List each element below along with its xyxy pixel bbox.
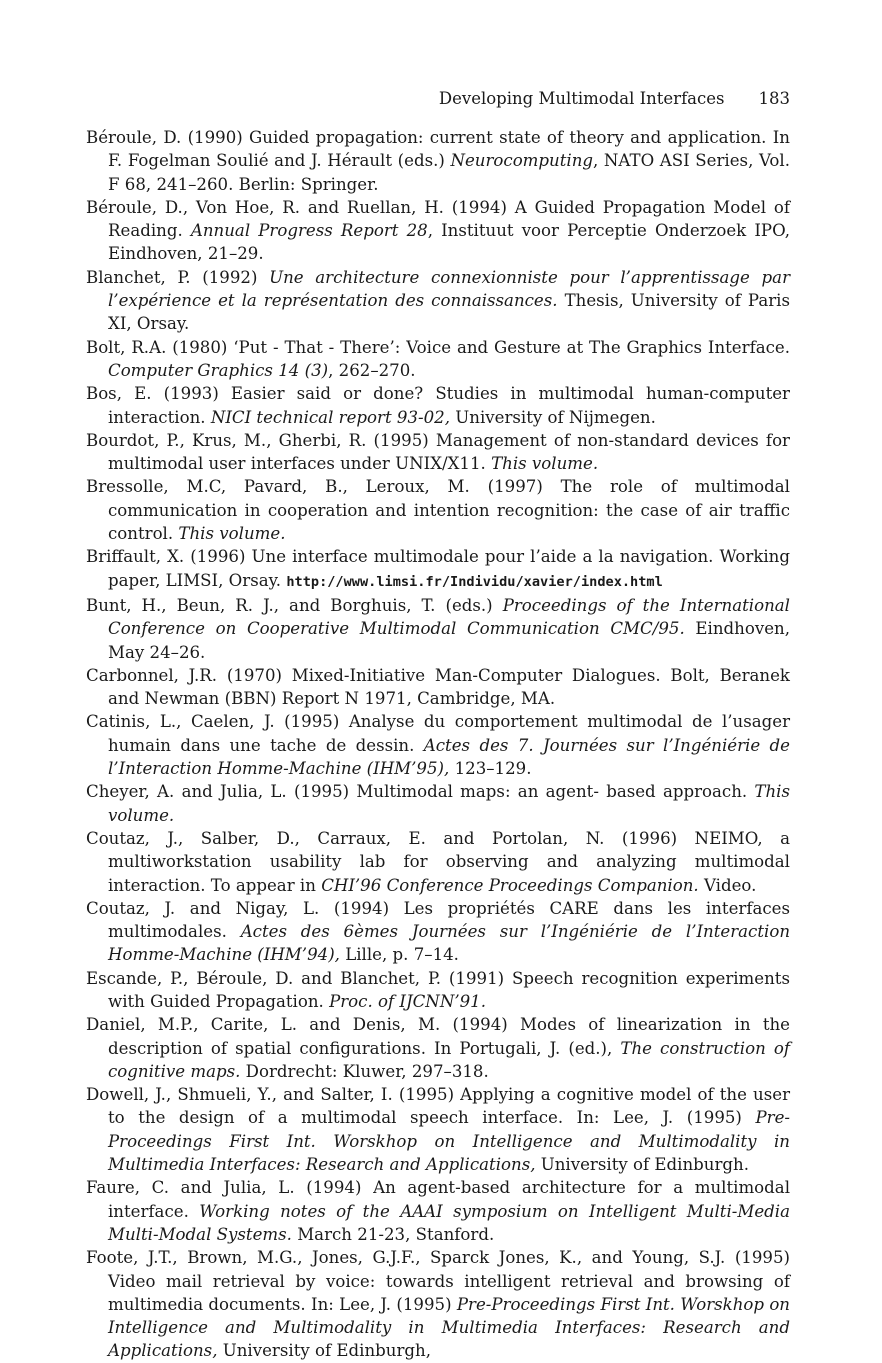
reference-italic-text: Working notes of the AAAI symposium on Intelligent Multi-Media Multi-Modal Systems. (108, 1201, 790, 1244)
reference-entry (86, 545, 790, 594)
reference-text: Video. (698, 875, 757, 895)
reference-entry (86, 1013, 790, 1083)
reference-text: University of Edinburgh, (217, 1341, 431, 1361)
reference-entry (86, 827, 790, 897)
page-number: 183 (758, 89, 790, 108)
reference-italic-text: Neurocomputing (450, 151, 594, 171)
reference-entry (86, 710, 790, 780)
reference-text: 123–129. (449, 759, 532, 779)
reference-text: Dowell, J., Shmueli, Y., and Salter, I. (1995) Applying a cognitive model of the user to the design of a multimodal speech interface. In: Lee, J. (1995) (86, 1085, 790, 1128)
reference-text: Bolt, R.A. (1980) ‘Put - That - There’: Voice and Gesture at The Graphics Interface. (86, 337, 790, 357)
reference-text: Béroule, D. (1990) Guided propagation: current state of theory and application. In F. Fogelman Soulié and J. Hérault (eds.) (86, 128, 790, 171)
reference-italic-text: Annual Progress Report 28 (190, 221, 428, 241)
reference-entry (86, 897, 790, 967)
reference-italic-text: CHI’96 Conference Proceedings Companion. (321, 875, 699, 895)
reference-text: Thesis, University of Paris XI, Orsay. (108, 291, 790, 334)
reference-text: Carbonnel, J.R. (1970) Mixed-Initiative Man-Computer Dialogues. Bolt, Beranek and Newman (BBN) Report N 1971, Cambridge, MA. (86, 665, 790, 709)
reference-entry (86, 967, 790, 1014)
reference-entry (86, 594, 790, 664)
reference-text: Briffault, X. (1996) Une interface multimodale pour l’aide a la navigation. Working paper, LIMSI, Orsay. (86, 547, 790, 590)
reference-italic-text: Proc. of IJCNN’91. (329, 991, 487, 1011)
reference-entry (86, 429, 790, 476)
reference-italic-text: NICI technical report 93-02, (210, 407, 450, 427)
reference-italic-text: Actes des 6èmes Journées sur l’Ingéniérie de l’Interaction Homme-Machine (IHM’94), (108, 922, 791, 965)
reference-text: , Instituut voor Perceptie Onderzoek IPO, Eindhoven, 21–29. (108, 221, 791, 264)
reference-entry (86, 780, 790, 827)
reference-text: , 262–270. (328, 360, 416, 380)
reference-text: Lille, p. 7–14. (339, 945, 459, 965)
reference-text: Coutaz, J., Salber, D., Carraux, E. and Portolan, N. (1996) NEIMO, a multiworkstation usability lab for observing and analyzing multimodal interaction. To appear in (86, 828, 790, 895)
reference-italic-text: Pre-Proceedings First Int. Worskhop on Intelligence and Multimodality in Multimedia Interfaces: Research and Applications, (108, 1294, 790, 1361)
reference-italic-text: Pre-Proceedings First Int. Worskhop on Intelligence and Multimodality in Multimedia Interfaces: Research and Applications, (108, 1108, 790, 1175)
reference-entry (86, 1246, 790, 1362)
reference-text: Béroule, D., Von Hoe, R. and Ruellan, H. (1994) A Guided Propagation Model of Reading. (86, 197, 790, 241)
reference-text: University of Nijmegen. (450, 407, 656, 427)
page (86, 88, 790, 1363)
reference-italic-text: This volume. (178, 524, 286, 544)
reference-entry (86, 1176, 790, 1246)
reference-text: Faure, C. and Julia, L. (1994) An agent-based architecture for a multimodal interface. (86, 1178, 790, 1221)
reference-entry (86, 196, 790, 266)
reference-entry (86, 126, 790, 196)
reference-entry (86, 336, 790, 383)
reference-text: University of Edinburgh. (535, 1155, 749, 1175)
reference-italic-text: Computer Graphics 14 (3) (108, 360, 329, 380)
reference-list (86, 126, 790, 1363)
reference-text: Bourdot, P., Krus, M., Gherbi, R. (1995) Management of non-standard devices for multimodal user interfaces under UNIX/X11. (86, 430, 790, 474)
reference-italic-text: Proceedings of the International Conference on Cooperative Multimodal Communication CMC/95. (108, 595, 790, 639)
reference-italic-text: The construction of cognitive maps. (108, 1038, 790, 1081)
reference-text: Escande, P., Béroule, D. and Blanchet, P. (1991) Speech recognition experiments with Guided Propagation. (86, 968, 790, 1011)
reference-italic-text: This volume. (108, 782, 790, 825)
reference-text: Eindhoven, May 24–26. (108, 619, 790, 662)
reference-entry (86, 1083, 790, 1176)
reference-text: Bunt, H., Beun, R. J., and Borghuis, T. (eds.) (86, 595, 503, 615)
reference-text: March 21-23, Stanford. (291, 1224, 495, 1244)
reference-italic-text: Actes des 7. Journées sur l’Ingéniérie de l’Interaction Homme-Machine (IHM’95), (108, 735, 790, 779)
reference-text: Cheyer, A. and Julia, L. (1995) Multimodal maps: an agent- based approach. (86, 782, 755, 802)
reference-entry (86, 382, 790, 429)
running-head-title: Developing Multimodal Interfaces (438, 89, 725, 108)
reference-entry (86, 266, 790, 336)
reference-italic-text: This volume. (491, 454, 599, 474)
reference-text: Daniel, M.P., Carite, L. and Denis, M. (1994) Modes of linearization in the description of spatial configurations. In Portugali, J. (ed.), (86, 1015, 790, 1058)
reference-text: Bos, E. (1993) Easier said or done? Studies in multimodal human-computer interaction. (86, 384, 790, 427)
reference-text: Coutaz, J. and Nigay, L. (1994) Les propriétés CARE dans les interfaces multimodales. (86, 898, 790, 942)
reference-text: , NATO ASI Series, Vol. F 68, 241–260. Berlin: Springer. (108, 151, 790, 194)
reference-entry (86, 664, 790, 711)
reference-text: Catinis, L., Caelen, J. (1995) Analyse du comportement multimodal de l’usager humain dans une tache de dessin. (86, 712, 790, 755)
reference-url: http://www.limsi.fr/Individu/xavier/index.html (286, 573, 663, 590)
reference-text: Blanchet, P. (1992) (86, 267, 270, 287)
reference-text: Dordrecht: Kluwer, 297–318. (240, 1061, 489, 1081)
reference-text: Foote, J.T., Brown, M.G., Jones, G.J.F., Sparck Jones, K., and Young, S.J. (1995) Video mail retrieval by voice: towards intelligent retrieval and browsing of multimedia documents. In: Lee, J. (1995) (86, 1248, 790, 1314)
reference-italic-text: Une architecture connexionniste pour l’apprentissage par l’expérience et la représentation des connaissances. (108, 267, 791, 311)
reference-text: Bressolle, M.C, Pavard, B., Leroux, M. (1997) The role of multimodal communication in cooperation and intention recognition: the case of air traffic control. (86, 477, 790, 544)
running-head (86, 88, 790, 110)
reference-entry (86, 475, 790, 545)
